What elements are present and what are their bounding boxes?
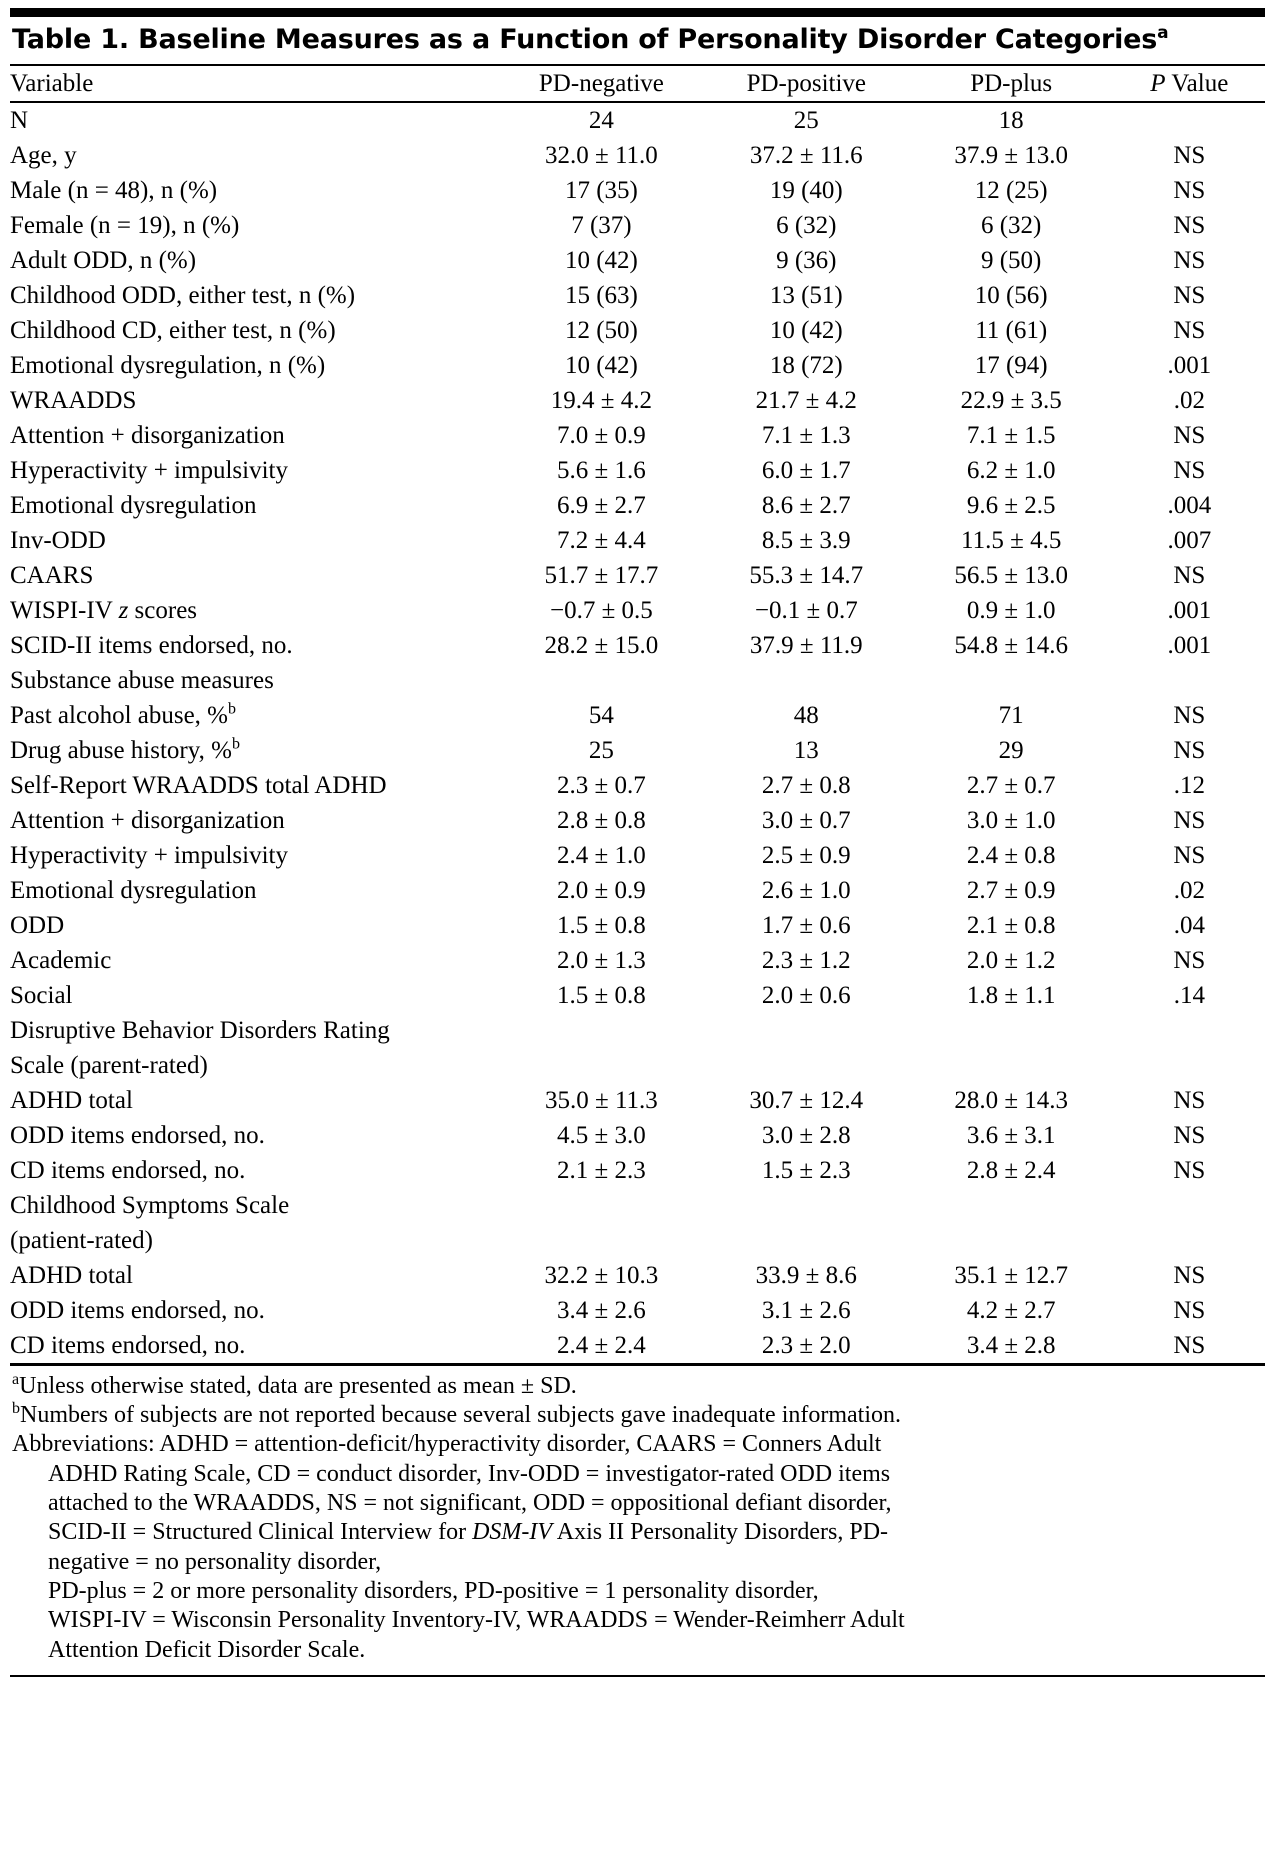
cell-pd-plus: 9 (50) (980, 246, 1042, 274)
cell-pd-negative: −0.7 ± 0.5 (549, 596, 653, 624)
footnote-b (12, 1401, 1265, 1429)
cell-p-value: NS (1173, 176, 1206, 204)
cell-p-value: NS (1173, 456, 1206, 484)
cell-pd-negative: 24 (588, 106, 614, 134)
cell-pd-negative: 2.3 ± 0.7 (557, 771, 646, 799)
abbreviations-line-3: attached to the WRAADDS, NS = not significant, ODD = oppositional defiant disorder, (48, 1490, 892, 1516)
table-row (10, 628, 1265, 663)
cell-pd-negative (499, 1013, 704, 1048)
cell-p-value: .02 (1173, 386, 1205, 414)
table-title-footnote-marker: a (1157, 23, 1169, 43)
cell-pd-negative: 1.5 ± 0.8 (557, 911, 646, 939)
cell-pd-negative: 54 (588, 701, 614, 729)
row-label: Childhood Symptoms Scale (10, 1191, 290, 1219)
cell-p-value: .04 (1173, 911, 1205, 939)
cell-pd-plus: 2.7 ± 0.7 (966, 771, 1056, 799)
cell-p-value: NS (1173, 1331, 1206, 1359)
cell-pd-plus: 37.9 ± 13.0 (954, 141, 1069, 169)
cell-pd-positive: 18 (72) (769, 351, 843, 379)
row-label: Childhood ODD, either test, n (%) (10, 281, 356, 309)
row-label: Substance abuse measures (10, 666, 274, 694)
abbreviations-line-6: PD-plus = 2 or more personality disorders, PD-positive = 1 personality disorder, (48, 1577, 819, 1604)
cell-pd-plus: 7.1 ± 1.5 (966, 421, 1056, 449)
column-header-variable: Variable (10, 69, 94, 97)
table-row (10, 803, 1265, 838)
cell-p-value (1114, 1048, 1265, 1083)
table-page (0, 8, 1279, 1677)
cell-p-value (1114, 663, 1265, 698)
cell-p-value: .001 (1167, 351, 1212, 379)
cell-pd-plus: 54.8 ± 14.6 (954, 631, 1069, 659)
table-row (10, 1188, 1265, 1223)
p-italic: P (1150, 69, 1166, 97)
cell-pd-plus: 11 (61) (975, 316, 1048, 344)
row-label-footnote-marker: b (228, 700, 237, 718)
cell-p-value: NS (1173, 281, 1206, 309)
cell-pd-negative: 4.5 ± 3.0 (557, 1121, 646, 1149)
cell-pd-plus: 71 (998, 701, 1024, 729)
cell-pd-plus: 28.0 ± 14.3 (954, 1086, 1069, 1114)
table-row (10, 138, 1265, 173)
cell-pd-positive: 3.0 ± 0.7 (761, 806, 851, 834)
cell-pd-plus: 6 (32) (980, 211, 1042, 239)
footnote-b-marker: b (12, 1400, 20, 1418)
table-row (10, 1258, 1265, 1293)
cell-pd-positive: 2.6 ± 1.0 (761, 876, 851, 904)
cell-pd-plus: 4.2 ± 2.7 (966, 1296, 1056, 1324)
row-label: Emotional dysregulation, n (%) (10, 351, 326, 379)
cell-pd-negative: 28.2 ± 15.0 (544, 631, 659, 659)
footer-rule (10, 1675, 1265, 1677)
cell-p-value: NS (1173, 1261, 1206, 1289)
row-label: Social (10, 981, 73, 1009)
cell-pd-negative: 10 (42) (564, 351, 638, 379)
cell-pd-negative: 17 (35) (564, 176, 638, 204)
table-row (10, 908, 1265, 943)
table-row (10, 1118, 1265, 1153)
cell-p-value: .007 (1167, 526, 1212, 554)
cell-p-value: NS (1173, 806, 1206, 834)
row-label: ODD items endorsed, no. (10, 1121, 265, 1149)
cell-pd-positive: 10 (42) (769, 316, 843, 344)
cell-pd-plus (909, 1013, 1114, 1048)
cell-pd-positive: 2.5 ± 0.9 (761, 841, 851, 869)
row-label: ODD items endorsed, no. (10, 1296, 265, 1324)
table-row (10, 1328, 1265, 1363)
column-header-pd-positive: PD-positive (746, 69, 867, 97)
cell-pd-plus: 18 (998, 106, 1024, 134)
table-row (10, 943, 1265, 978)
row-label: Attention + disorganization (10, 806, 285, 834)
cell-p-value: .001 (1167, 631, 1212, 659)
cell-pd-negative: 35.0 ± 11.3 (545, 1086, 658, 1114)
table-row (10, 1048, 1265, 1083)
cell-p-value: NS (1173, 421, 1206, 449)
table-row (10, 523, 1265, 558)
table-title-text: Table 1. Baseline Measures as a Function of Personality Disorder Categories (12, 24, 1158, 55)
row-label: Male (n = 48), n (%) (10, 176, 218, 204)
cell-pd-negative: 2.8 ± 0.8 (557, 806, 646, 834)
cell-pd-negative (499, 1048, 704, 1083)
cell-pd-negative: 19.4 ± 4.2 (550, 386, 653, 414)
cell-p-value: NS (1173, 1156, 1206, 1184)
cell-p-value: NS (1173, 1121, 1206, 1149)
footnote-a-marker: a (12, 1370, 20, 1388)
cell-pd-positive: 6 (32) (776, 211, 837, 239)
cell-pd-positive: 7.1 ± 1.3 (761, 421, 851, 449)
table-row (10, 103, 1265, 138)
abbrev-4-pre: SCID-II = Structured Clinical Interview for (48, 1519, 473, 1546)
abbreviations-line-8: Attention Deficit Disorder Scale. (48, 1636, 366, 1663)
abbreviations-line-7: WISPI-IV = Wisconsin Personality Inventory-IV, WRAADDS = Wender-Reimherr Adult (48, 1607, 905, 1634)
row-label: Self-Report WRAADDS total ADHD (10, 771, 387, 799)
row-label: ADHD total (10, 1086, 133, 1114)
row-label: Disruptive Behavior Disorders Rating (10, 1016, 390, 1044)
cell-pd-plus: 10 (56) (974, 281, 1048, 309)
table-row (10, 593, 1265, 628)
baseline-measures-body (10, 103, 1265, 1363)
abbrev-4-italic: DSM-IV (472, 1519, 553, 1546)
table-row (10, 558, 1265, 593)
cell-p-value: NS (1173, 946, 1206, 974)
cell-pd-negative: 1.5 ± 0.8 (557, 981, 646, 1009)
cell-pd-plus: 3.0 ± 1.0 (966, 806, 1056, 834)
cell-pd-positive: 37.2 ± 11.6 (749, 141, 863, 169)
table-row (10, 208, 1265, 243)
cell-pd-plus: 2.8 ± 2.4 (966, 1156, 1056, 1184)
table-row (10, 1083, 1265, 1118)
cell-p-value: NS (1173, 736, 1206, 764)
cell-pd-negative: 2.4 ± 1.0 (557, 841, 646, 869)
row-label: Hyperactivity + impulsivity (10, 456, 288, 484)
table-row (10, 733, 1265, 768)
table-row (10, 243, 1265, 278)
cell-p-value (1114, 103, 1265, 138)
column-header-pd-negative: PD-negative (538, 69, 664, 97)
cell-pd-positive: 13 (793, 736, 819, 764)
cell-pd-negative (499, 1188, 704, 1223)
cell-pd-positive: 2.3 ± 1.2 (761, 946, 851, 974)
cell-pd-negative: 10 (42) (564, 246, 638, 274)
row-label: Female (n = 19), n (%) (10, 211, 240, 239)
row-label: CD items endorsed, no. (10, 1331, 246, 1359)
cell-pd-positive: 8.5 ± 3.9 (761, 526, 851, 554)
cell-pd-positive: 37.9 ± 11.9 (749, 631, 863, 659)
abbreviations-line-2: ADHD Rating Scale, CD = conduct disorder, Inv-ODD = investigator-rated ODD items (48, 1460, 891, 1487)
cell-pd-negative: 7.0 ± 0.9 (557, 421, 646, 449)
cell-pd-negative: 12 (50) (564, 316, 638, 344)
cell-pd-negative: 7.2 ± 4.4 (557, 526, 646, 554)
cell-p-value (1114, 1013, 1265, 1048)
row-label: Scale (parent-rated) (10, 1051, 208, 1079)
row-label: Adult ODD, n (%) (10, 246, 197, 274)
cell-pd-positive: 1.7 ± 0.6 (761, 911, 851, 939)
cell-pd-plus (909, 1048, 1114, 1083)
table-row (10, 173, 1265, 208)
cell-p-value: .001 (1167, 596, 1212, 624)
footnote-a (12, 1372, 1265, 1400)
cell-pd-plus: 2.7 ± 0.9 (966, 876, 1056, 904)
cell-pd-positive: 3.1 ± 2.6 (761, 1296, 851, 1324)
row-label: Attention + disorganization (10, 421, 285, 449)
row-label: Inv-ODD (10, 526, 106, 554)
table-head (10, 66, 1265, 101)
cell-pd-negative: 5.6 ± 1.6 (557, 456, 646, 484)
row-label: Drug abuse history, %$^b$ (10, 735, 240, 764)
cell-pd-positive: 30.7 ± 12.4 (749, 1086, 864, 1114)
cell-pd-plus (909, 1223, 1114, 1258)
table-row (10, 418, 1265, 453)
row-label: Academic (10, 946, 112, 974)
table-row (10, 768, 1265, 803)
table-row (10, 1153, 1265, 1188)
cell-pd-negative: 3.4 ± 2.6 (557, 1296, 646, 1324)
cell-pd-plus: 3.6 ± 3.1 (966, 1121, 1056, 1149)
cell-pd-negative: 2.1 ± 2.3 (557, 1156, 646, 1184)
table-row (10, 1013, 1265, 1048)
row-label: CAARS (10, 561, 94, 589)
table-row (10, 313, 1265, 348)
cell-p-value: NS (1173, 211, 1206, 239)
cell-pd-plus: 35.1 ± 12.7 (954, 1261, 1069, 1289)
cell-pd-positive: 13 (51) (769, 281, 843, 309)
cell-pd-negative (499, 663, 704, 698)
cell-p-value: .14 (1173, 981, 1205, 1009)
cell-pd-negative: 2.0 ± 1.3 (557, 946, 646, 974)
cell-pd-plus: 6.2 ± 1.0 (966, 456, 1056, 484)
row-label-footnote-marker: b (231, 735, 240, 753)
cell-pd-plus: 22.9 ± 3.5 (960, 386, 1062, 414)
table-row (10, 383, 1265, 418)
table-row (10, 1293, 1265, 1328)
row-label: WISPI-IV z scores (10, 596, 198, 624)
cell-pd-plus: 56.5 ± 13.0 (954, 561, 1069, 589)
cell-p-value: NS (1173, 316, 1206, 344)
cell-pd-positive (704, 663, 909, 698)
cell-pd-positive: 2.3 ± 2.0 (761, 1331, 851, 1359)
row-label: Past alcohol abuse, %$^b$ (10, 700, 237, 729)
cell-pd-negative: 51.7 ± 17.7 (544, 561, 659, 589)
cell-pd-positive: 19 (40) (769, 176, 843, 204)
cell-pd-negative: 32.2 ± 10.3 (544, 1261, 659, 1289)
row-label: Age, y (10, 141, 77, 169)
row-label: WRAADDS (10, 386, 137, 414)
cell-pd-plus: 2.1 ± 0.8 (966, 911, 1056, 939)
row-label: SCID-II items endorsed, no. (10, 631, 293, 659)
cell-p-value: NS (1173, 141, 1206, 169)
cell-p-value: NS (1173, 701, 1206, 729)
cell-p-value: .02 (1173, 876, 1205, 904)
top-rule (10, 8, 1265, 17)
cell-pd-positive: 55.3 ± 14.7 (749, 561, 864, 589)
cell-pd-negative: 6.9 ± 2.7 (557, 491, 646, 519)
cell-pd-positive: 21.7 ± 4.2 (755, 386, 857, 414)
cell-pd-plus: 2.0 ± 1.2 (966, 946, 1056, 974)
row-label: Hyperactivity + impulsivity (10, 841, 288, 869)
row-label: (patient-rated) (10, 1226, 153, 1254)
cell-pd-positive: −0.1 ± 0.7 (754, 596, 858, 624)
footnote-a-text: Unless otherwise stated, data are presented as mean ± SD. (19, 1372, 577, 1399)
cell-pd-plus: 0.9 ± 1.0 (966, 596, 1056, 624)
table-title (10, 17, 1265, 64)
cell-pd-positive: 25 (793, 106, 819, 134)
abbreviations-line-1: Abbreviations: ADHD = attention-deficit/hyperactivity disorder, CAARS = Conners Adult (12, 1431, 882, 1458)
cell-pd-positive: 48 (793, 701, 819, 729)
table-row (10, 698, 1265, 733)
cell-pd-negative: 25 (588, 736, 614, 764)
cell-pd-positive (704, 1013, 909, 1048)
cell-pd-negative: 7 (37) (571, 211, 632, 239)
p-rest: Value (1165, 69, 1229, 97)
cell-pd-positive: 6.0 ± 1.7 (761, 456, 851, 484)
table-row (10, 978, 1265, 1013)
row-label: ADHD total (10, 1261, 133, 1289)
cell-pd-negative (499, 1223, 704, 1258)
cell-p-value: NS (1173, 1086, 1206, 1114)
abbreviations-line-4 (12, 1518, 1265, 1546)
column-header-pd-plus: PD-plus (970, 69, 1053, 97)
row-label: Emotional dysregulation (10, 876, 257, 904)
table-header-row (10, 66, 1265, 101)
row-label: N (10, 106, 29, 134)
abbreviations-line-5: negative = no personality disorder, (48, 1548, 382, 1575)
table-row (10, 873, 1265, 908)
cell-p-value (1114, 1188, 1265, 1223)
cell-pd-negative: 2.4 ± 2.4 (557, 1331, 646, 1359)
table-row (10, 348, 1265, 383)
table-body (10, 103, 1265, 1363)
cell-pd-plus (909, 663, 1114, 698)
cell-pd-positive: 2.7 ± 0.8 (761, 771, 851, 799)
footnote-b-text: Numbers of subjects are not reported because several subjects gave inadequate information. (20, 1402, 902, 1429)
cell-p-value: .004 (1167, 491, 1212, 519)
cell-pd-plus: 2.4 ± 0.8 (966, 841, 1056, 869)
cell-pd-plus: 29 (998, 736, 1024, 764)
table-row (10, 663, 1265, 698)
table-row (10, 278, 1265, 313)
row-label: Emotional dysregulation (10, 491, 257, 519)
cell-pd-negative: 32.0 ± 11.0 (545, 141, 658, 169)
cell-pd-positive: 9 (36) (776, 246, 837, 274)
cell-p-value (1114, 1223, 1265, 1258)
cell-p-value: NS (1173, 561, 1206, 589)
table-row (10, 453, 1265, 488)
cell-pd-positive: 2.0 ± 0.6 (761, 981, 851, 1009)
row-label: CD items endorsed, no. (10, 1156, 246, 1184)
cell-pd-plus: 17 (94) (974, 351, 1048, 379)
cell-pd-negative: 15 (63) (564, 281, 638, 309)
cell-pd-plus: 9.6 ± 2.5 (966, 491, 1056, 519)
cell-pd-positive: 8.6 ± 2.7 (761, 491, 851, 519)
abbrev-4-post: Axis II Personality Disorders, PD- (552, 1519, 889, 1546)
footnotes (10, 1366, 1265, 1675)
table-row (10, 838, 1265, 873)
cell-pd-positive: 33.9 ± 8.6 (755, 1261, 857, 1289)
cell-pd-positive (704, 1048, 909, 1083)
cell-pd-plus: 3.4 ± 2.8 (966, 1331, 1056, 1359)
cell-p-value: NS (1173, 841, 1206, 869)
column-header-p-value (1114, 66, 1265, 101)
cell-pd-plus: 12 (25) (974, 176, 1048, 204)
cell-pd-positive: 3.0 ± 2.8 (761, 1121, 851, 1149)
cell-pd-plus: 11.5 ± 4.5 (961, 526, 1062, 554)
cell-p-value: NS (1173, 246, 1206, 274)
cell-pd-positive: 1.5 ± 2.3 (761, 1156, 851, 1184)
baseline-measures-table (10, 66, 1265, 101)
row-label: Childhood CD, either test, n (%) (10, 316, 336, 344)
cell-p-value: NS (1173, 1296, 1206, 1324)
cell-pd-positive (704, 1188, 909, 1223)
table-row (10, 488, 1265, 523)
cell-pd-plus: 1.8 ± 1.1 (966, 981, 1056, 1009)
cell-pd-negative: 2.0 ± 0.9 (557, 876, 646, 904)
cell-pd-positive (704, 1223, 909, 1258)
row-label: ODD (10, 911, 65, 939)
table-row (10, 1223, 1265, 1258)
cell-p-value: .12 (1173, 771, 1205, 799)
cell-pd-plus (909, 1188, 1114, 1223)
